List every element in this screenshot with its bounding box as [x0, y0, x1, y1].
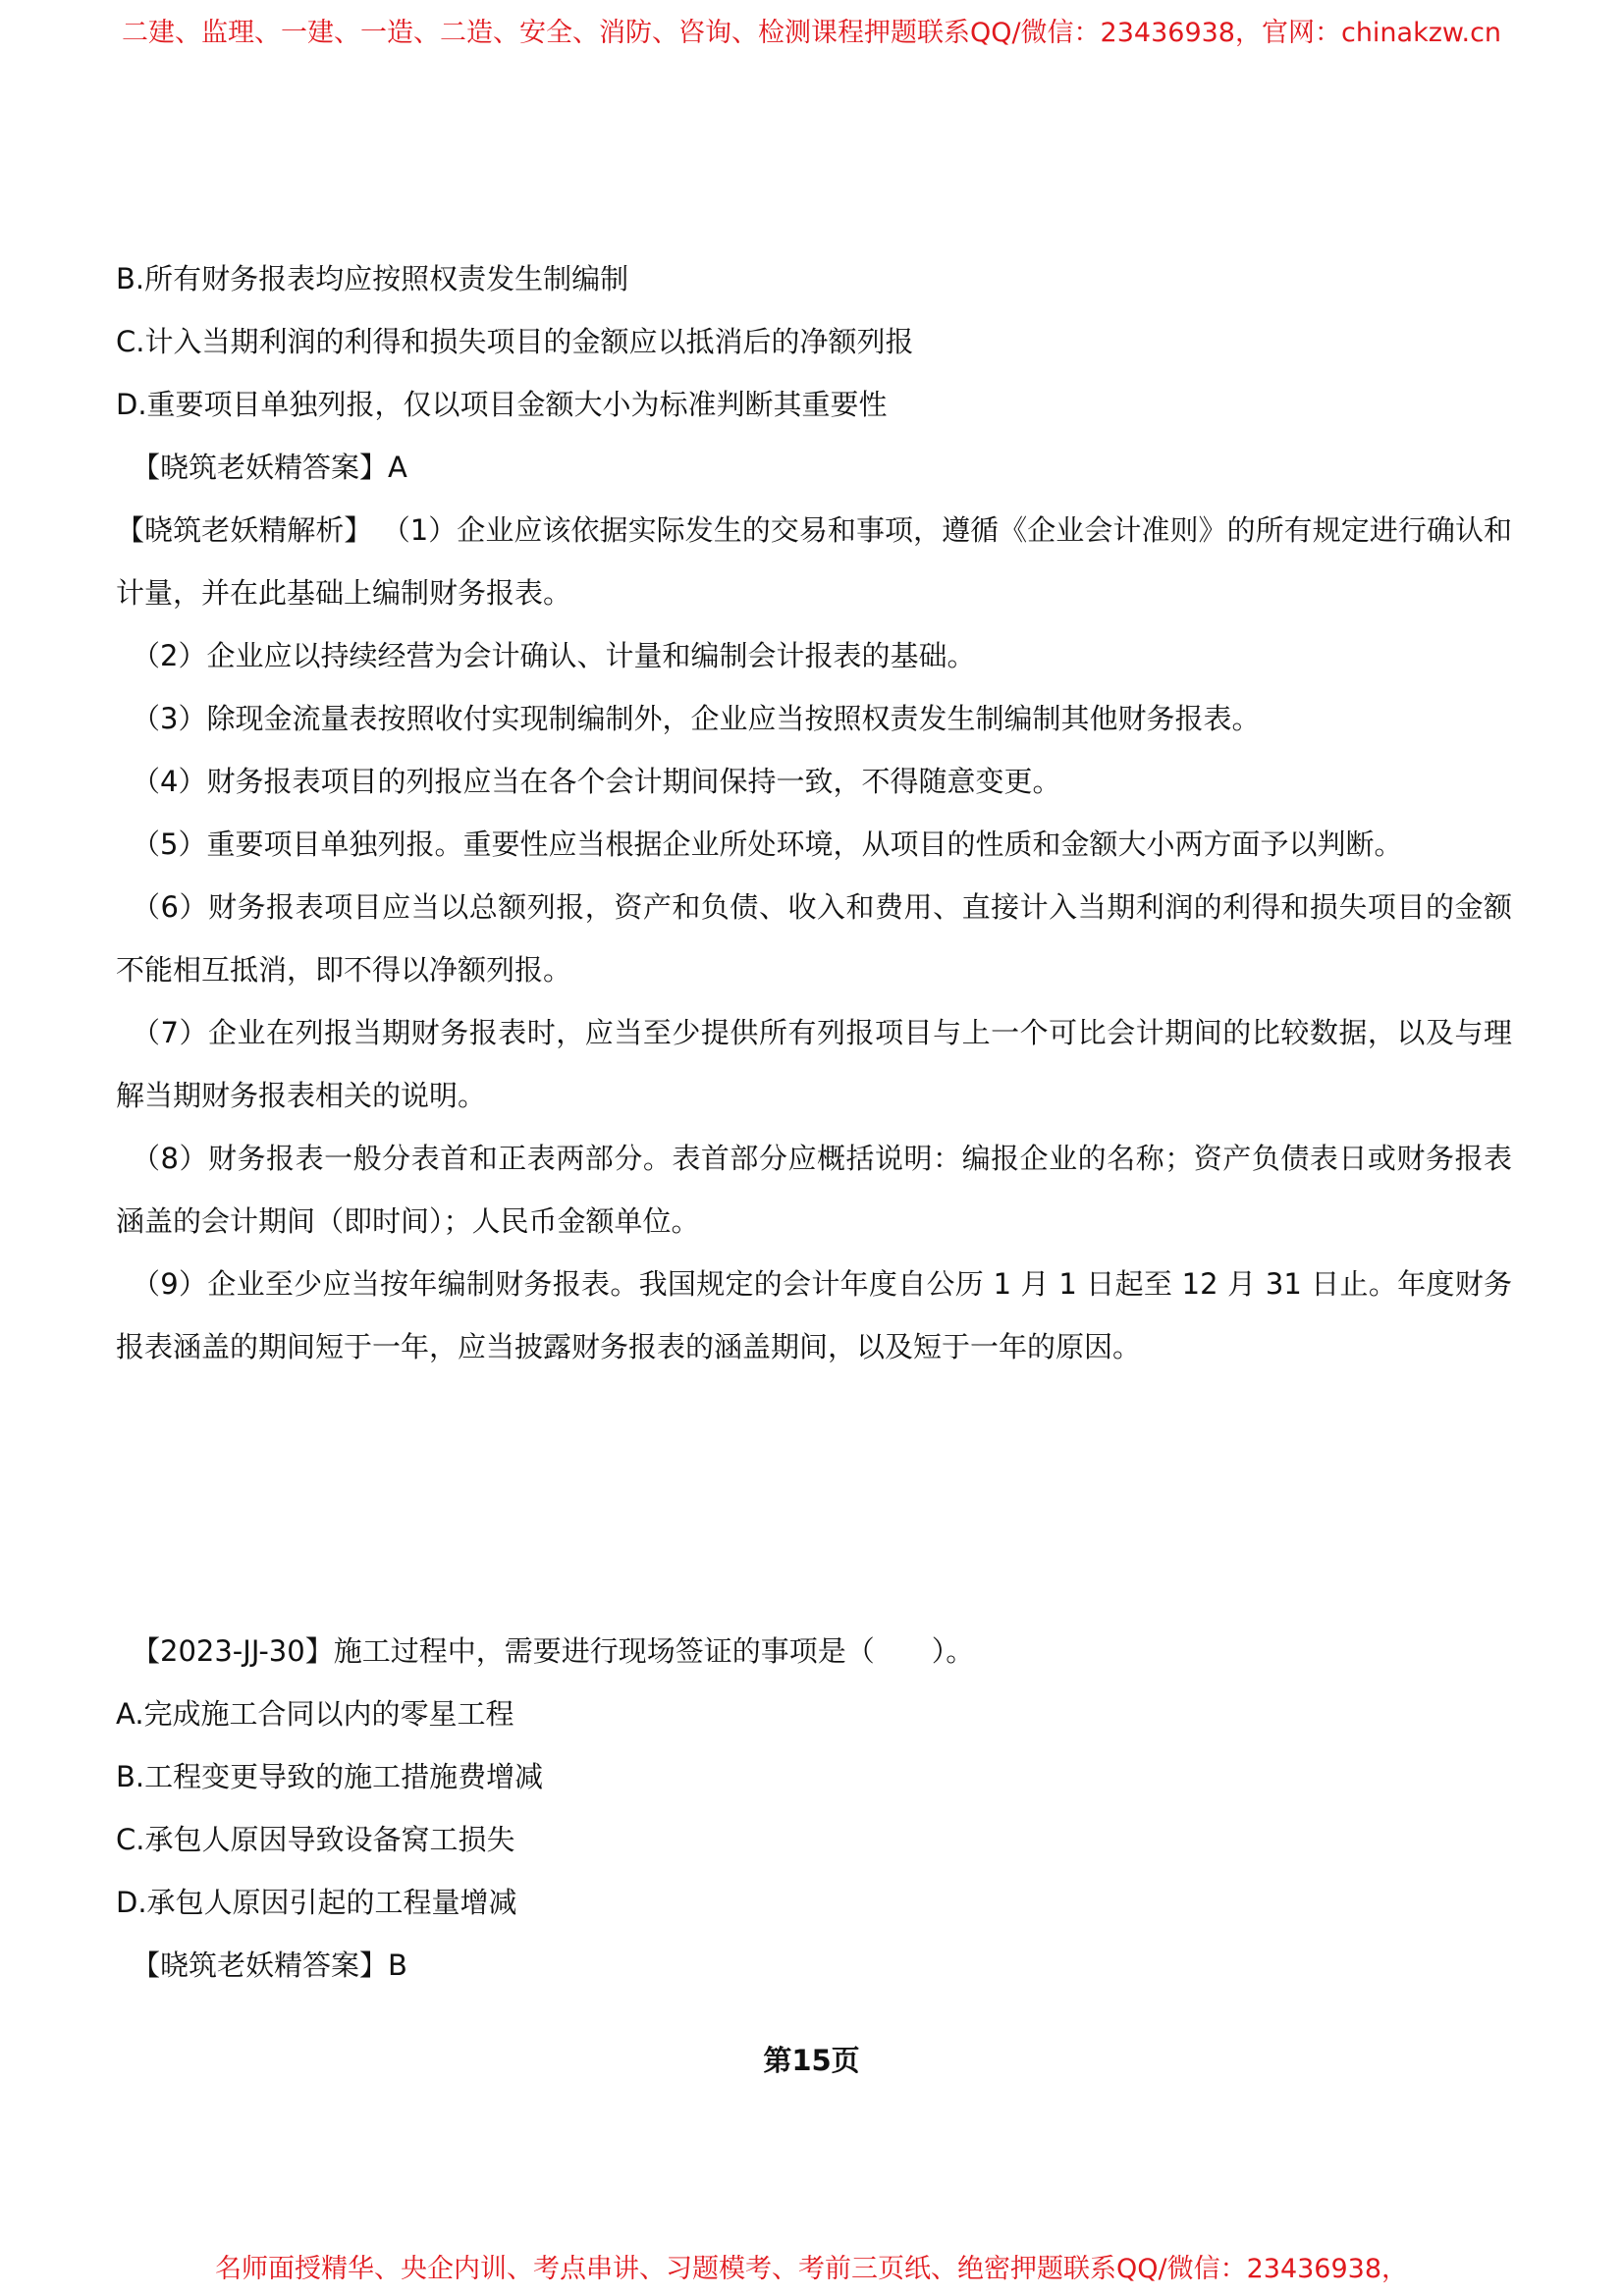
analysis-paragraph-9: （9）企业至少应当按年编制财务报表。我国规定的会计年度自公历 1 月 1 日起至 12 月 31 日止。年度财务报表涵盖的期间短于一年，应当披露财务报表的涵盖期间，以及短于一年的原因。 [116, 1267, 1512, 1363]
header-banner: 二建、监理、一建、一造、二造、安全、消防、咨询、检测课程押题联系QQ/微信：23436938，官网：chinakzw.cn [121, 18, 1502, 48]
analysis-paragraph-5: （5）重要项目单独列报。重要性应当根据企业所处环境，从项目的性质和金额大小两方面予以判断。 [132, 828, 1403, 861]
analysis-paragraph-3: （3）除现金流量表按照收付实现制编制外，企业应当按照权责发生制编制其他财务报表。 [132, 702, 1261, 735]
question-block-previous [116, 247, 1512, 1378]
option-c: C.计入当期利润的利得和损失项目的金额应以抵消后的净额列报 [116, 325, 914, 358]
question-block-2023-jj-30 [116, 1620, 1512, 1997]
analysis-paragraph-4: （4）财务报表项目的列报应当在各个会计期间保持一致，不得随意变更。 [132, 765, 1061, 798]
option-b: B.所有财务报表均应按照权责发生制编制 [116, 262, 629, 295]
analysis-paragraph-6: （6）财务报表项目应当以总额列报，资产和负债、收入和费用、直接计入当期利润的利得和损失项目的金额不能相互抵消，即不得以净额列报。 [116, 890, 1512, 987]
option-b: B.工程变更导致的施工措施费增减 [116, 1760, 544, 1793]
answer-line: 【晓筑老妖精答案】A [132, 451, 407, 484]
answer-line: 【晓筑老妖精答案】B [132, 1949, 407, 1982]
option-c: C.承包人原因导致设备窝工损失 [116, 1823, 515, 1856]
analysis-paragraph-7: （7）企业在列报当期财务报表时，应当至少提供所有列报项目与上一个可比会计期间的比较数据，以及与理解当期财务报表相关的说明。 [116, 1016, 1512, 1112]
option-d: D.重要项目单独列报，仅以项目金额大小为标准判断其重要性 [116, 388, 888, 421]
page-number: 第15页 [763, 2044, 860, 2077]
option-d: D.承包人原因引起的工程量增减 [116, 1886, 517, 1919]
question-stem: 【2023-JJ-30】施工过程中，需要进行现场签证的事项是（ ）。 [132, 1634, 975, 1668]
footer-banner: 名师面授精华、央企内训、考点串讲、习题模考、考前三页纸、绝密押题联系QQ/微信：23436938， [214, 2254, 1409, 2284]
option-a: A.完成施工合同以内的零星工程 [116, 1697, 514, 1731]
analysis-paragraph-8: （8）财务报表一般分表首和正表两部分。表首部分应概括说明：编报企业的名称；资产负债表日或财务报表涵盖的会计期间（即时间）；人民币金额单位。 [116, 1142, 1512, 1238]
analysis-paragraph-1: 【晓筑老妖精解析】 （1）企业应该依据实际发生的交易和事项，遵循《企业会计准则》的所有规定进行确认和计量，并在此基础上编制财务报表。 [116, 513, 1512, 610]
analysis-paragraph-2: （2）企业应以持续经营为会计确认、计量和编制会计报表的基础。 [132, 639, 976, 672]
